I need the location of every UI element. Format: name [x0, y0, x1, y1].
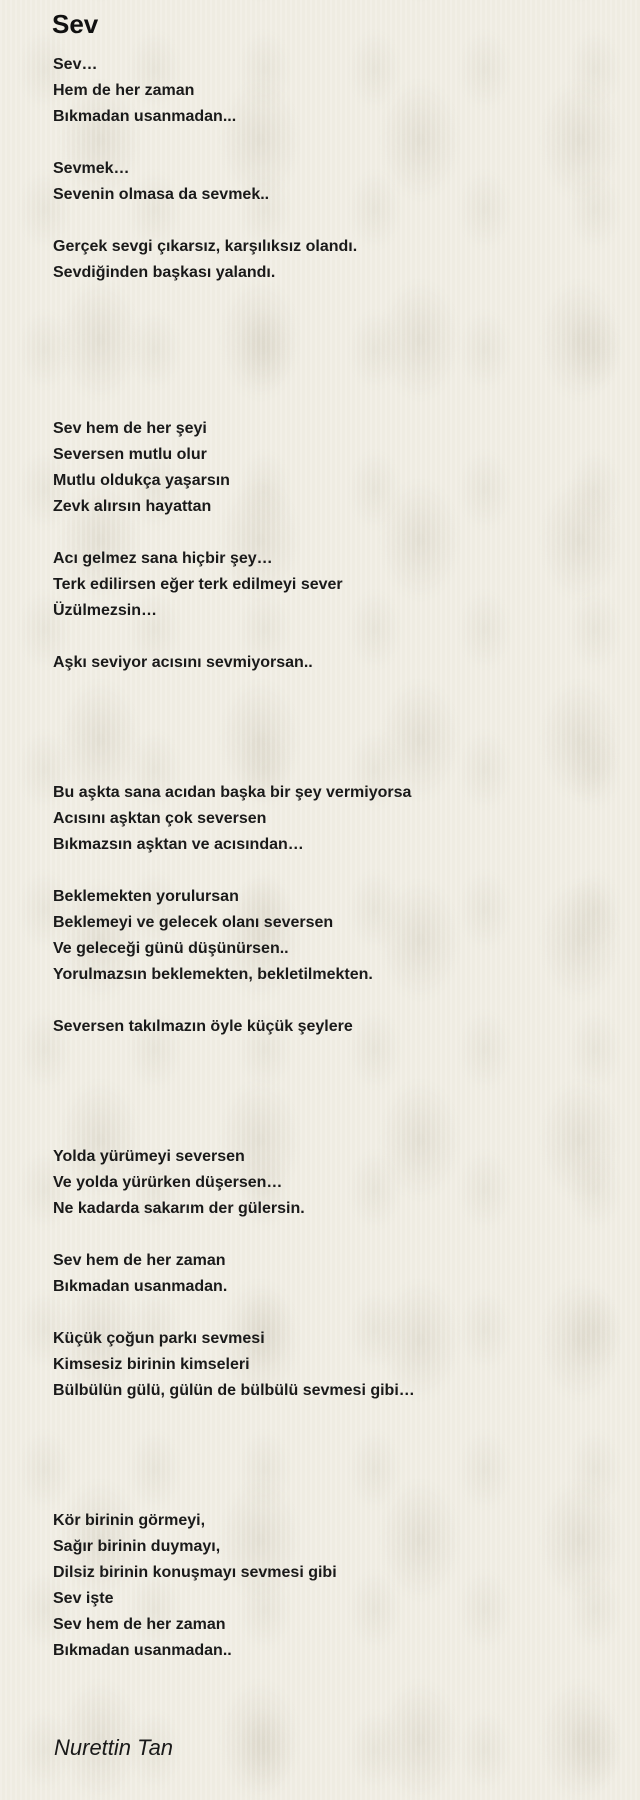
poem-line: Terk edilirsen eğer terk edilmeyi sever — [53, 576, 343, 593]
stanza-break — [53, 1066, 613, 1092]
poem-line: Seversen takılmazın öyle küçük şeylere — [53, 1018, 353, 1035]
stanza-break — [53, 1118, 613, 1144]
poem-line: Acısını aşktan çok seversen — [53, 810, 267, 827]
poem-line: Sev hem de her zaman — [53, 1252, 226, 1269]
poem-line: Sev hem de her zaman — [53, 1616, 226, 1633]
poem-line: Kimsesiz birinin kimseleri — [53, 1356, 250, 1373]
poem-line: Bıkmadan usanmadan. — [53, 1278, 228, 1295]
stanza-break — [53, 754, 613, 780]
stanza-break — [53, 1300, 613, 1326]
poem-line: Ne kadarda sakarım der gülersin. — [53, 1200, 305, 1217]
poem-line: Dilsiz birinin konuşmayı sevmesi gibi — [53, 1564, 337, 1581]
stanza-break — [53, 728, 613, 754]
stanza-break — [53, 130, 613, 156]
poem-line: Beklemekten yorulursan — [53, 888, 239, 905]
poem-line: Hem de her zaman — [53, 82, 195, 99]
stanza-break — [53, 364, 613, 390]
poem-line: Bülbülün gülü, gülün de bülbülü sevmesi gibi… — [53, 1382, 415, 1399]
poem-line: Gerçek sevgi çıkarsız, karşılıksız olandı. — [53, 238, 358, 255]
poem-line: Ve geleceği günü düşünürsen.. — [53, 940, 289, 957]
poem-title: Sev — [52, 9, 99, 39]
stanza-break — [53, 208, 613, 234]
poem-line: Sevenin olmasa da sevmek.. — [53, 186, 270, 203]
poem-line: Bıkmadan usanmadan... — [53, 108, 237, 125]
poem-line: Zevk alırsın hayattan — [53, 498, 212, 515]
poem-line: Kör birinin görmeyi, — [53, 1512, 206, 1529]
stanza-break — [53, 858, 613, 884]
poem-line: Sev… — [53, 56, 98, 73]
poem-line: Sevmek… — [53, 160, 130, 177]
poem-line: Sev hem de her şeyi — [53, 420, 207, 437]
stanza-break — [53, 1040, 613, 1066]
poem-line: Sev işte — [53, 1590, 114, 1607]
poem-line: Seversen mutlu olur — [53, 446, 207, 463]
poem-line: Bıkmazsın aşktan ve acısından… — [53, 836, 304, 853]
stanza-break — [53, 520, 613, 546]
poem-line: Küçük çoğun parkı sevmesi — [53, 1330, 265, 1347]
stanza-break — [53, 624, 613, 650]
stanza-break — [53, 1222, 613, 1248]
poem-author: Nurettin Tan — [54, 1735, 174, 1760]
poem-line: Sevdiğinden başkası yalandı. — [53, 264, 276, 281]
poem-line: Ve yolda yürürken düşersen… — [53, 1174, 283, 1191]
stanza-break — [53, 702, 613, 728]
poem-line: Yorulmazsın beklemekten, bekletilmekten. — [53, 966, 373, 983]
stanza-break — [53, 338, 613, 364]
poem-body — [53, 52, 613, 1664]
stanza-break — [53, 390, 613, 416]
poem-line: Bu aşkta sana acıdan başka bir şey vermiyorsa — [53, 784, 412, 801]
stanza-break — [53, 988, 613, 1014]
poem-line: Sağır birinin duymayı, — [53, 1538, 221, 1555]
poem-line: Bıkmadan usanmadan.. — [53, 1642, 232, 1659]
poem-line: Yolda yürümeyi seversen — [53, 1148, 245, 1165]
stanza-break — [53, 676, 613, 702]
stanza-break — [53, 286, 613, 312]
stanza-break — [53, 1482, 613, 1508]
poem-line: Aşkı seviyor acısını sevmiyorsan.. — [53, 654, 313, 671]
poem-line: Beklemeyi ve gelecek olanı seversen — [53, 914, 334, 931]
stanza-break — [53, 1404, 613, 1430]
stanza-break — [53, 1430, 613, 1456]
poem-line: Mutlu oldukça yaşarsın — [53, 472, 230, 489]
poem-line: Acı gelmez sana hiçbir şey… — [53, 550, 273, 567]
poem-line: Üzülmezsin… — [53, 602, 158, 619]
stanza-break — [53, 312, 613, 338]
stanza-break — [53, 1092, 613, 1118]
stanza-break — [53, 1456, 613, 1482]
